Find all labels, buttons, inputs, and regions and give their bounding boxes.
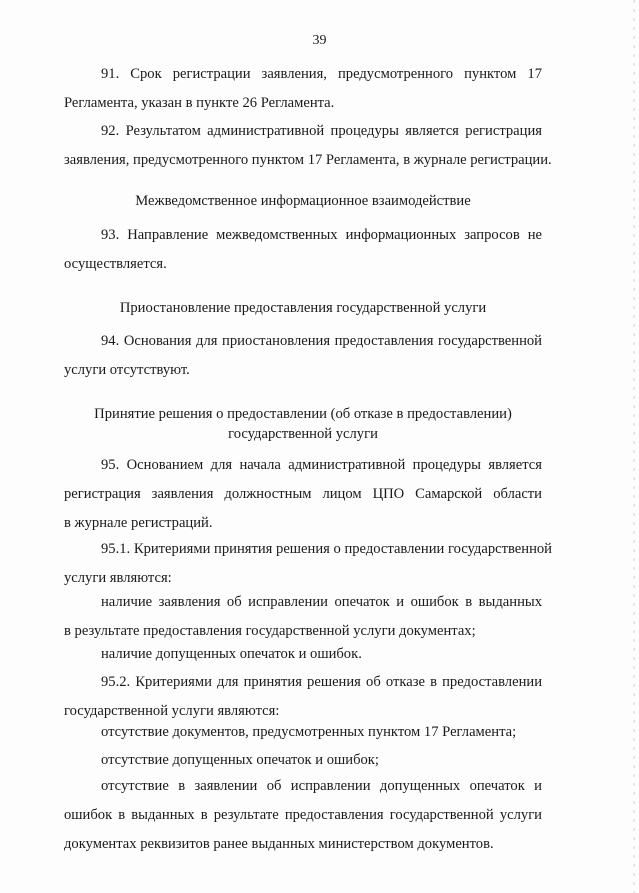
- paragraph-line: 94. Основания для приостановления предоставления государственной: [101, 333, 542, 349]
- section-heading-decision: [64, 404, 542, 444]
- paragraph-94: [64, 327, 542, 385]
- paragraph-line: 95.1. Критериями принятия решения о предоставлении государственной: [101, 541, 552, 557]
- paragraph-93: [64, 221, 542, 279]
- page-number: 39: [312, 33, 327, 48]
- paragraph-line: 92. Результатом административной процедуры является регистрация: [101, 123, 542, 139]
- paragraph-line: документах реквизитов ранее выданных министерством документов.: [64, 836, 494, 852]
- paragraph-91: [64, 60, 542, 118]
- paragraph-line: 91. Срок регистрации заявления, предусмотренного пунктом 17: [101, 66, 542, 82]
- paragraph-line: Регламента, указан в пункте 26 Регламента.: [64, 95, 335, 111]
- heading-line: Принятие решения о предоставлении (об отказе в предоставлении): [94, 406, 512, 422]
- paragraph-95-2-criterion-b: [64, 746, 542, 775]
- paragraph-line: услуги являются:: [64, 570, 172, 586]
- paragraph-line: заявления, предусмотренного пунктом 17 Регламента, в журнале регистрации.: [64, 152, 552, 168]
- scan-edge-artifact: [633, 0, 635, 893]
- paragraph-line: отсутствие в заявлении об исправлении допущенных опечаток и: [101, 778, 542, 794]
- section-heading-suspension: Приостановление предоставления государственной услуги: [119, 300, 487, 316]
- paragraph-line: 95.2. Критериями для принятия решения об отказе в предоставлении: [101, 674, 542, 690]
- paragraph-line: 93. Направление межведомственных информационных запросов не: [101, 227, 542, 243]
- paragraph-95-1-criterion-a: [64, 588, 542, 646]
- heading-line: государственной услуги: [228, 426, 378, 442]
- paragraph-line: государственной услуги являются:: [64, 703, 280, 719]
- paragraph-line: в результате предоставления государственной услуги документах;: [64, 623, 476, 639]
- paragraph-line: ошибок в выданных в результате предоставления государственной услуги: [64, 807, 542, 823]
- paragraph-92: [64, 117, 552, 175]
- paragraph-line: отсутствие допущенных опечаток и ошибок;: [101, 752, 379, 768]
- paragraph-line: наличие заявления об исправлении опечаток и ошибок в выданных: [101, 594, 542, 610]
- paragraph-line: регистрация заявления должностным лицом ЦПО Самарской области: [64, 486, 542, 502]
- paragraph-line: отсутствие документов, предусмотренных пунктом 17 Регламента;: [101, 724, 517, 740]
- paragraph-95-1-criterion-b: [64, 640, 542, 669]
- section-heading-interagency: Межведомственное информационное взаимодействие: [135, 193, 471, 209]
- paragraph-line: наличие допущенных опечаток и ошибок.: [101, 646, 362, 662]
- paragraph-95-1: [64, 535, 552, 593]
- paragraph-line: осуществляется.: [64, 256, 167, 272]
- paragraph-line: 95. Основанием для начала административной процедуры является: [101, 457, 542, 473]
- paragraph-95: [64, 451, 542, 538]
- paragraph-95-2-criterion-a: [64, 718, 542, 747]
- paragraph-95-2-criterion-c: [64, 772, 542, 859]
- paragraph-line: услуги отсутствуют.: [64, 362, 190, 378]
- paragraph-line: в журнале регистраций.: [64, 515, 213, 531]
